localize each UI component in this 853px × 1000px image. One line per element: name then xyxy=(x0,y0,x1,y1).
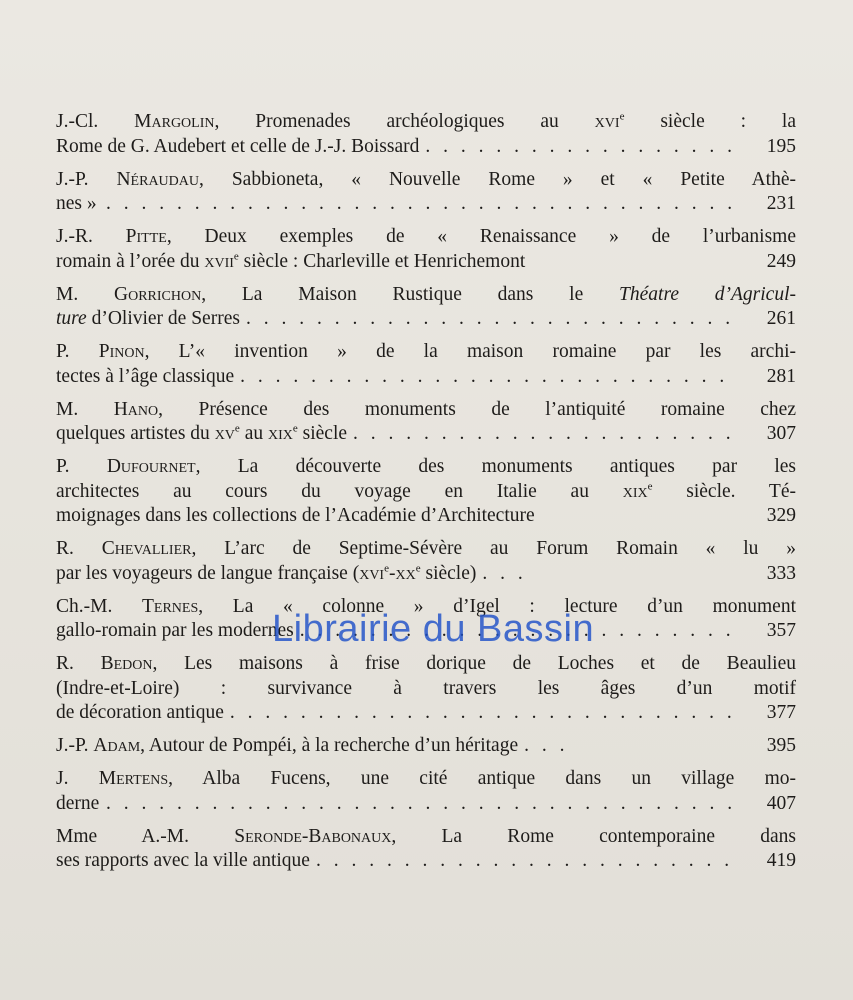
toc-entry-line xyxy=(56,849,796,874)
toc-entry xyxy=(56,825,796,874)
text-segment: romain à l’orée du xyxy=(56,250,205,272)
dot-leader xyxy=(106,792,732,817)
text-segment: siècle : la xyxy=(624,111,796,132)
text-segment: Théatre d’Agricul- xyxy=(619,283,797,305)
entry-text xyxy=(56,135,420,160)
entry-text xyxy=(56,250,526,275)
text-segment: R. xyxy=(56,653,101,674)
text-segment: siècle : Charleville et Henrichemont xyxy=(238,250,526,272)
page-number: 281 xyxy=(766,365,796,387)
toc-entry-line xyxy=(56,225,797,250)
text-segment: gallo-romain par les modernes xyxy=(56,620,294,641)
toc-entry xyxy=(56,652,796,726)
toc-entry-line xyxy=(56,767,796,792)
text-segment: , L’arc de Septime-Sévère au Forum Romain « lu » xyxy=(191,538,797,559)
watermark: Librairie du Bassin xyxy=(272,608,595,650)
author-name: xvii xyxy=(204,250,234,272)
author-name: Hano xyxy=(113,398,159,420)
text-segment: , Alba Fucens, une cité antique dans un village mo- xyxy=(168,768,796,789)
text-segment: Ch.-M. xyxy=(56,595,142,617)
text-segment: Mme A.-M. xyxy=(56,825,235,847)
page-number: 333 xyxy=(766,562,796,584)
dot-leader xyxy=(524,734,568,759)
dot-leader xyxy=(106,192,732,217)
toc-entry-line xyxy=(56,562,796,587)
toc-entry-line xyxy=(56,792,796,817)
entry-text xyxy=(56,365,235,390)
toc-entry-line xyxy=(56,701,796,726)
entry-text xyxy=(56,678,796,699)
entry-text xyxy=(56,768,796,789)
toc-entry-line xyxy=(56,365,796,390)
entry-text xyxy=(56,826,796,847)
text-segment: d’Olivier de Serres xyxy=(86,308,240,329)
page-number: 395 xyxy=(766,735,796,756)
entry-text xyxy=(56,734,519,759)
toc-entry-line xyxy=(56,480,796,505)
toc-entry-line xyxy=(56,283,797,308)
century-superscript: e xyxy=(415,562,421,574)
entry-text xyxy=(56,504,535,529)
page-number: 377 xyxy=(766,702,796,723)
toc-entry xyxy=(56,595,796,644)
toc-entry-line xyxy=(56,340,796,365)
text-segment: siècle xyxy=(297,423,348,444)
text-segment: J.-P. xyxy=(56,168,117,190)
text-segment: , Présence des monuments de l’antiquité romaine chez xyxy=(158,398,796,420)
page-number: 419 xyxy=(766,850,796,871)
page-number: 407 xyxy=(766,792,796,814)
entry-text xyxy=(56,341,796,362)
author-name: Margolin xyxy=(134,111,215,132)
text-segment: , La « colonne » d’Igel : lecture d’un monument xyxy=(198,595,796,617)
text-segment: J.-P. xyxy=(56,735,94,756)
toc-entry xyxy=(56,110,796,159)
entry-text xyxy=(56,538,796,559)
author-name: xx xyxy=(395,562,416,584)
toc-entry-line xyxy=(56,422,796,447)
author-name: Bedon xyxy=(100,653,153,674)
text-segment: J. xyxy=(56,768,99,789)
entry-text xyxy=(56,307,240,332)
toc-entry-line xyxy=(56,537,797,562)
entry-text xyxy=(56,456,796,477)
author-name: Gorrichon xyxy=(114,283,202,305)
entry-text xyxy=(56,562,477,587)
author-name: xv xyxy=(214,423,235,444)
text-segment: , Promenades archéologiques au xyxy=(214,111,595,132)
toc-entry xyxy=(56,734,796,759)
text-segment: J.-Cl. xyxy=(56,111,135,132)
toc-entry-line xyxy=(56,192,796,217)
text-segment: P. xyxy=(56,456,107,477)
author-name: Mertens xyxy=(98,768,169,789)
text-segment: M. xyxy=(56,283,115,305)
toc-entry xyxy=(56,225,796,274)
entry-text xyxy=(56,653,796,674)
dot-leader xyxy=(246,307,732,332)
author-name: Dufournet xyxy=(106,456,196,477)
entry-text xyxy=(56,399,796,420)
entry-text xyxy=(56,169,796,190)
table-of-contents xyxy=(56,110,796,882)
text-segment: siècle. Té- xyxy=(652,480,796,502)
text-segment: , Autour de Pompéi, à la recherche d’un héritage xyxy=(140,735,519,756)
century-superscript: e xyxy=(619,110,625,123)
toc-entry-line xyxy=(56,595,796,620)
dot-leader xyxy=(316,849,732,874)
toc-entry-line xyxy=(56,455,796,480)
text-segment: , La découverte des monuments antiques par les xyxy=(195,456,796,477)
page-number: 307 xyxy=(766,423,796,444)
text-segment: tectes à l’âge classique xyxy=(56,365,235,387)
page-number: 249 xyxy=(766,250,796,272)
toc-entry-line xyxy=(56,734,796,759)
text-segment: ture xyxy=(56,308,87,329)
century-superscript: e xyxy=(384,562,389,574)
text-segment: - xyxy=(388,562,396,584)
entry-text xyxy=(56,422,348,447)
author-name: xix xyxy=(267,423,293,444)
page-number: 231 xyxy=(766,193,796,214)
text-segment: , Les maisons à frise dorique de Loches et de Beaulieu xyxy=(152,653,796,674)
author-name: Pinon xyxy=(98,341,145,362)
toc-entry-line xyxy=(56,398,796,423)
toc-entry xyxy=(56,168,796,217)
page-number: 261 xyxy=(766,308,796,329)
text-segment: Rome de G. Audebert et celle de J.-J. Boissard xyxy=(56,135,420,157)
entry-text xyxy=(56,701,224,726)
text-segment: au xyxy=(239,423,268,444)
text-segment: de décoration antique xyxy=(56,702,224,723)
page-number: 357 xyxy=(766,620,796,641)
text-segment: moignages dans les collections de l’Académie d’Architecture xyxy=(56,505,535,526)
toc-entry-line xyxy=(56,110,796,135)
toc-entry-line xyxy=(56,168,796,193)
text-segment: derne xyxy=(56,792,100,814)
entry-text xyxy=(56,226,796,247)
century-superscript: e xyxy=(292,422,298,435)
dot-leader xyxy=(230,701,732,726)
author-name: Chevallier xyxy=(101,538,192,559)
text-segment: (Indre-et-Loire) : survivance à travers les âges d’un motif xyxy=(56,677,796,699)
author-name: xvi xyxy=(594,111,620,132)
toc-entry-line xyxy=(56,825,796,850)
dot-leader xyxy=(300,619,732,644)
text-segment: par les voyageurs de langue française ( xyxy=(56,562,360,584)
toc-entry xyxy=(56,455,796,529)
toc-entry-line xyxy=(56,250,796,275)
entry-text xyxy=(56,619,294,644)
century-superscript: e xyxy=(647,480,653,492)
text-segment: , Sabbioneta, « Nouvelle Rome » et « Petite Athè- xyxy=(199,168,796,190)
author-name: Pitte xyxy=(125,226,167,247)
dot-leader xyxy=(240,365,732,390)
toc-entry-line xyxy=(56,135,796,160)
entry-text xyxy=(56,284,796,305)
entry-text xyxy=(56,111,796,132)
toc-entry xyxy=(56,283,796,332)
text-segment: , Deux exemples de « Renaissance » de l’urbanisme xyxy=(166,226,797,247)
text-segment: nes » xyxy=(56,193,97,214)
author-name: Seronde-Babonaux xyxy=(234,825,392,847)
text-segment: quelques artistes du xyxy=(56,423,215,444)
author-name: Ternes xyxy=(142,595,199,617)
text-segment: architectes au cours du voyage en Italie au xyxy=(56,480,623,502)
toc-entry xyxy=(56,537,796,586)
century-superscript: e xyxy=(234,422,240,435)
text-segment: ses rapports avec la ville antique xyxy=(56,850,310,871)
author-name: Néraudau xyxy=(116,168,199,190)
text-segment: , La Maison Rustique dans le xyxy=(201,283,620,305)
entry-text xyxy=(56,849,310,874)
toc-entry-line xyxy=(56,652,796,677)
text-segment: M. xyxy=(56,398,114,420)
entry-text xyxy=(56,596,796,617)
dot-leader xyxy=(353,422,732,447)
author-name: Adam xyxy=(93,735,141,756)
dot-leader xyxy=(425,135,732,160)
page-number: 195 xyxy=(766,135,796,157)
century-superscript: e xyxy=(233,250,239,262)
dot-leader xyxy=(482,562,526,587)
text-segment: siècle) xyxy=(420,562,477,584)
author-name: xix xyxy=(622,480,648,502)
page-number: 329 xyxy=(766,505,796,526)
toc-entry-line xyxy=(56,307,796,332)
toc-entry-line xyxy=(56,677,796,702)
toc-entry xyxy=(56,767,796,816)
toc-entry xyxy=(56,340,796,389)
toc-entry xyxy=(56,398,796,447)
text-segment: R. xyxy=(56,538,102,559)
text-segment: P. xyxy=(56,341,99,362)
toc-entry-line xyxy=(56,504,796,529)
text-segment: , La Rome contemporaine dans xyxy=(391,825,796,847)
toc-entry-line xyxy=(56,619,796,644)
author-name: xvi xyxy=(359,562,385,584)
entry-text xyxy=(56,481,796,502)
text-segment: , L’« invention » de la maison romaine par les archi- xyxy=(144,341,796,362)
text-segment: J.-R. xyxy=(56,226,126,247)
